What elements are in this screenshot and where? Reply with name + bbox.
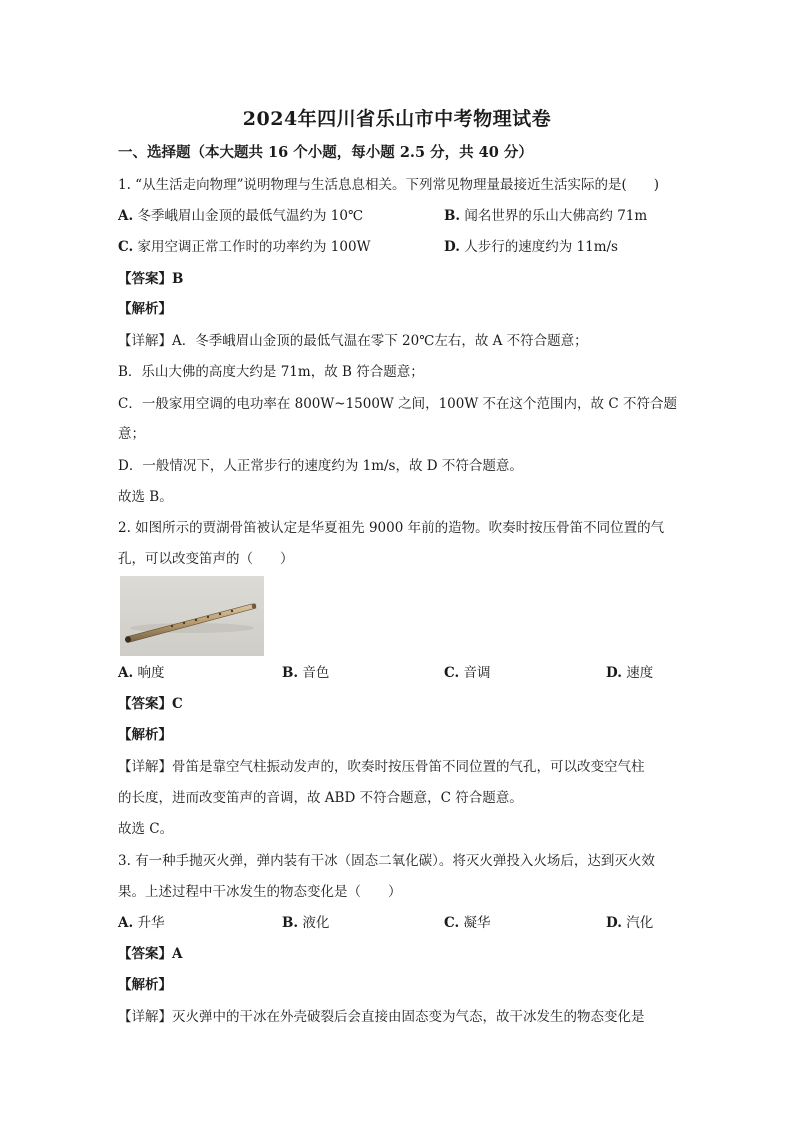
bone-flute-image <box>120 576 264 656</box>
question-2-answer: 【答案】C <box>118 696 183 712</box>
option-a: A. 升华 <box>118 915 165 931</box>
option-c: C. 音调 <box>444 665 491 681</box>
question-1-detail-line: B．乐山大佛的高度大约是 71m，故 B 符合题意； <box>118 364 424 380</box>
option-b: B. 闻名世界的乐山大佛高约 71m <box>444 208 648 224</box>
question-1-detail-line: 意； <box>118 426 145 442</box>
question-1-detail-line: 【详解】A．冬季峨眉山金顶的最低气温在零下 20℃左右，故 A 不符合题意； <box>118 333 588 349</box>
question-3-detail-line: 【详解】灭火弹中的干冰在外壳破裂后会直接由固态变为气态，故干冰发生的物态变化是 <box>118 1009 645 1025</box>
question-1-conclusion: 故选 B。 <box>118 489 173 505</box>
question-1-detail-line: D．一般情况下，人正常步行的速度约为 1m/s，故 D 不符合题意。 <box>118 458 523 474</box>
option-a: A. 冬季峨眉山金顶的最低气温约为 10℃ <box>118 208 364 224</box>
question-2-analysis-label: 【解析】 <box>118 727 172 743</box>
question-2-stem: 2. 如图所示的贾湖骨笛被认定是华夏祖先 9000 年前的造物。吹奏时按压骨笛不同位置的气 <box>118 520 665 536</box>
option-c: C. 家用空调正常工作时的功率约为 100W <box>118 239 371 255</box>
option-d: D. 速度 <box>606 665 654 681</box>
section-heading: 一、选择题（本大题共 16 个小题，每小题 2.5 分，共 40 分） <box>118 144 533 161</box>
option-a: A. 响度 <box>118 665 165 681</box>
option-d: D. 汽化 <box>606 915 654 931</box>
question-2-conclusion: 故选 C。 <box>118 821 174 837</box>
option-c: C. 凝华 <box>444 915 491 931</box>
option-b: B. 音色 <box>282 665 330 681</box>
exam-title: 2024年四川省乐山市中考物理试卷 <box>242 108 552 130</box>
question-3-stem: 果。上述过程中干冰发生的物态变化是（ ） <box>118 884 402 900</box>
question-1-analysis-label: 【解析】 <box>118 301 172 317</box>
question-1-stem: 1. “从生活走向物理”说明物理与生活息息相关。下列常见物理量最接近生活实际的是( ) <box>118 177 660 193</box>
option-b: B. 液化 <box>282 915 330 931</box>
question-1-detail-line: C．一般家用空调的电功率在 800W~1500W 之间，100W 不在这个范围内，故 C 不符合题 <box>118 396 677 412</box>
question-3-analysis-label: 【解析】 <box>118 977 172 993</box>
question-3-stem: 3. 有一种手抛灭火弹，弹内装有干冰（固态二氧化碳）。将灭火弹投入火场后，达到灭火效 <box>118 853 655 869</box>
question-2-stem: 孔，可以改变笛声的（ ） <box>118 551 294 567</box>
bone-flute-illustration <box>120 576 264 656</box>
question-2-detail-line: 【详解】骨笛是靠空气柱振动发声的，吹奏时按压骨笛不同位置的气孔，可以改变空气柱 <box>118 759 645 775</box>
option-d: D. 人步行的速度约为 11m/s <box>444 239 618 255</box>
question-2-detail-line: 的长度，进而改变笛声的音调，故 ABD 不符合题意，C 符合题意。 <box>118 790 523 806</box>
question-3-answer: 【答案】A <box>118 946 183 962</box>
question-1-answer: 【答案】B <box>118 271 184 287</box>
